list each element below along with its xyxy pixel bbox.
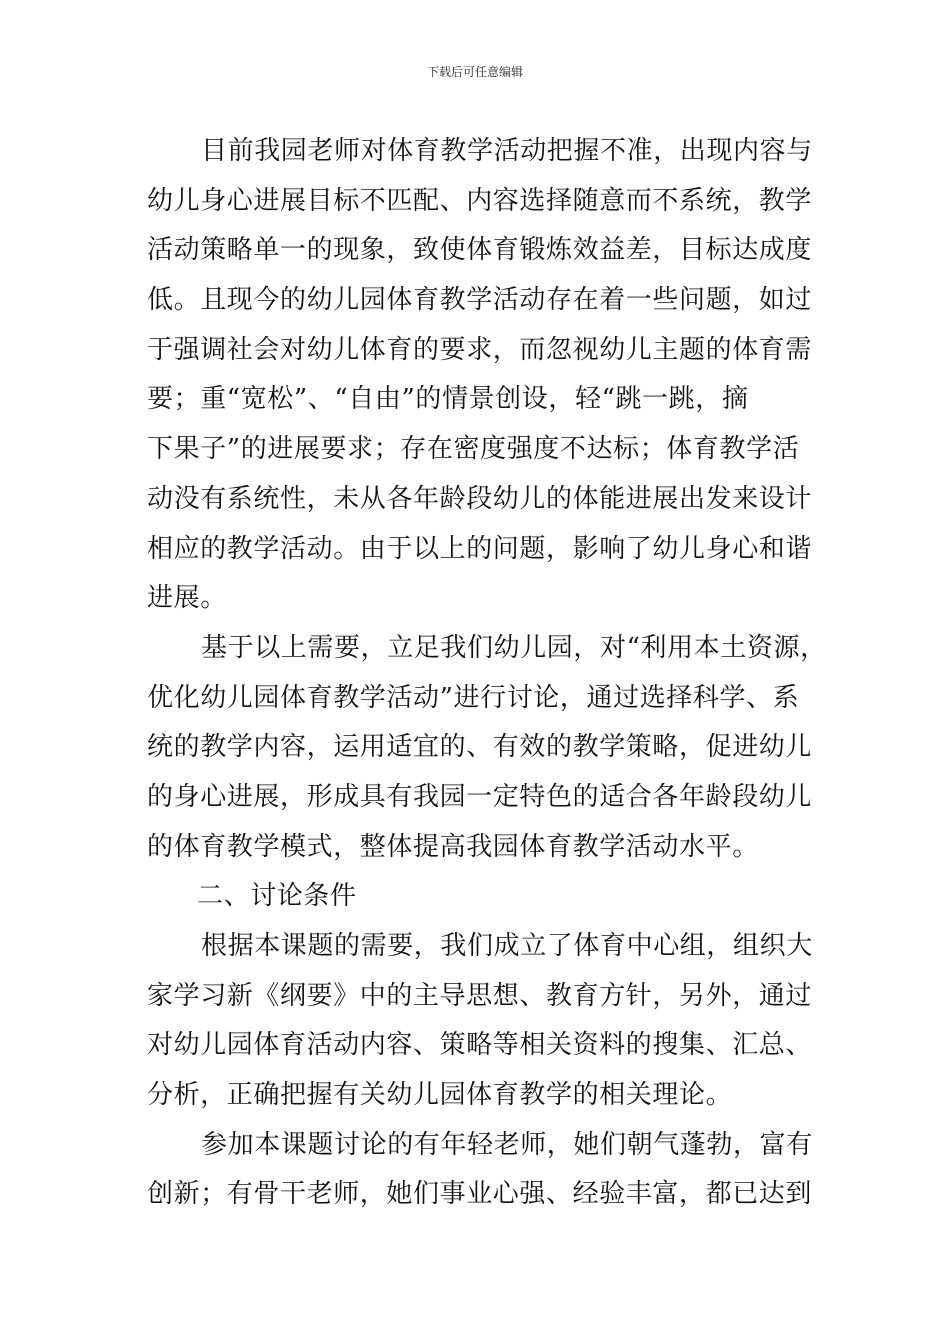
- paragraph-1-line-8: 动没有系统性，未从各年龄段幼儿的体能进展出发来设计: [147, 483, 813, 514]
- paragraph-1-line-6: 要；重“宽松”、“自由”的情景创设，轻“跳一跳，摘: [147, 384, 749, 415]
- paragraph-3-line-3: 对幼儿园体育活动内容、策略等相关资料的搜集、汇总、: [147, 1030, 813, 1061]
- section-heading: 二、讨论条件: [197, 881, 357, 912]
- paragraph-1-line-2: 幼儿身心进展目标不匹配、内容选择随意而不系统，教学: [147, 185, 813, 216]
- paragraph-1-line-3: 活动策略单一的现象，致使体育锻炼效益差，目标达成度: [147, 235, 813, 266]
- page-header: 下载后可任意编辑: [426, 65, 523, 79]
- paragraph-2-line-5: 的体育教学模式，整体提高我园体育教学活动水平。: [147, 831, 759, 862]
- paragraph-4-line-1: 参加本课题讨论的有年轻老师，她们朝气蓬勃，富有: [201, 1129, 813, 1160]
- paragraph-2-line-4: 的身心进展，形成具有我园一定特色的适合各年龄段幼儿: [147, 781, 813, 812]
- paragraph-4-line-2: 创新；有骨干老师，她们事业心强、经验丰富，都已达到: [147, 1179, 813, 1210]
- paragraph-1-line-7: 下果子”的进展要求；存在密度强度不达标；体育教学活: [147, 434, 800, 465]
- paragraph-3-line-2: 家学习新《纲要》中的主导思想、教育方针，另外，通过: [147, 980, 813, 1011]
- paragraph-1-line-10: 进展。: [147, 583, 227, 614]
- paragraph-1-line-4: 低。且现今的幼儿园体育教学活动存在着一些问题，如过: [147, 285, 813, 316]
- paragraph-2-line-3: 统的教学内容，运用适宜的、有效的教学策略，促进幼儿: [147, 732, 813, 763]
- paragraph-2-line-2: 优化幼儿园体育教学活动”进行讨论，通过选择科学、系: [147, 682, 800, 713]
- paragraph-3-line-4: 分析，正确把握有关幼儿园体育教学的相关理论。: [147, 1080, 733, 1111]
- paragraph-2-line-1: 基于以上需要，立足我们幼儿园，对“利用本土资源，: [201, 632, 827, 663]
- paragraph-3-line-1: 根据本课题的需要，我们成立了体育中心组，组织大: [201, 931, 813, 961]
- paragraph-1-line-9: 相应的教学活动。由于以上的问题，影响了幼儿身心和谐: [147, 533, 813, 564]
- document-body: [147, 127, 827, 1220]
- paragraph-1-line-1: 目前我园老师对体育教学活动把握不准，出现内容与: [201, 136, 813, 166]
- paragraph-1-line-5: 于强调社会对幼儿体育的要求，而忽视幼儿主题的体育需: [147, 334, 813, 365]
